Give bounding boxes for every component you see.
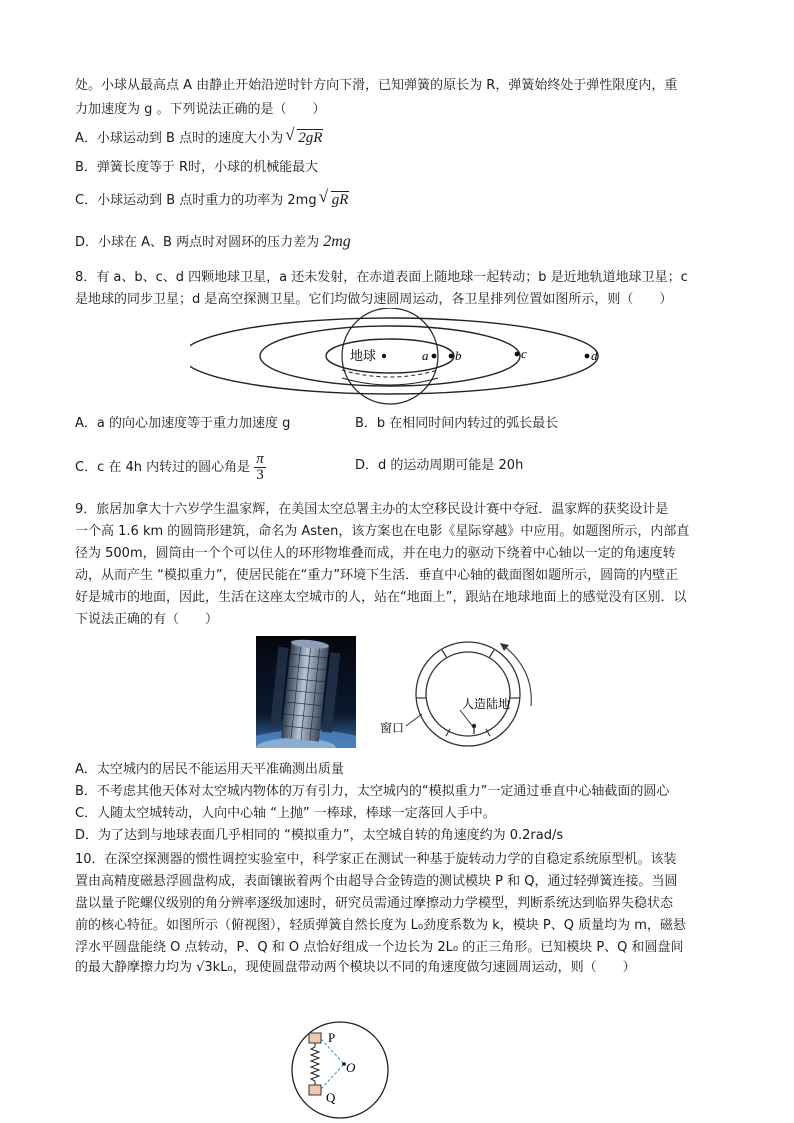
label-p: P [328, 1030, 336, 1045]
q7-option-c-sqrt [321, 190, 350, 210]
space-city-cross-section [376, 636, 556, 754]
q10-stem-line1: 10．在深空探测器的惯性调控实验室中，科学家正在测试一种基于旋转动力学的自稳定系统原型机。该装 [75, 852, 677, 867]
sat-c-dot [515, 352, 520, 357]
equator-line [342, 378, 438, 385]
rotating-disk-figure [288, 1018, 398, 1120]
q7-option-a-sqrt [287, 128, 323, 148]
sat-b-dot [449, 354, 454, 359]
sat-d-label: d [591, 348, 598, 363]
sat-a-label: a [422, 348, 429, 363]
q8-option-c [75, 452, 266, 483]
q9-stem-line1: 9．旅居加拿大十六岁学生温家辉，在美国太空总署主办的太空移民设计赛中夺冠．温家辉的获奖设计是 [75, 502, 669, 517]
q9-stem-line2: 一个高 1.6 km 的圆筒形建筑，命名为 Asten，该方案也在电影《星际穿越》中应用。如题图所示，内部直 [75, 524, 690, 539]
q7-option-a-math: 2gR [298, 130, 323, 146]
q9-option-a: A．太空城内的居民不能运用天平准确测出质量 [75, 762, 344, 777]
q7-option-b: B．弹簧长度等于 R时，小球的机械能最大 [75, 160, 319, 175]
sat-d-dot [585, 354, 590, 359]
label-o: O [346, 1060, 356, 1075]
spring [311, 1043, 319, 1085]
label-q: Q [326, 1090, 336, 1105]
earth-label: 地球 [350, 349, 377, 364]
sat-c-label: c [521, 346, 527, 361]
q7-option-c-text: C．小球运动到 B 点时重力的功率为 2mg [75, 193, 317, 208]
q8-option-d: D．d 的运动周期可能是 20h [355, 458, 524, 473]
sat-a-dot [432, 354, 437, 359]
q9-stem-line3: 径为 500m，圆筒由一个个可以住人的环形物堆叠而成，并在电力的驱动下绕着中心轴以一定的角速度转 [75, 546, 676, 561]
q8-stem-line2: 是地球的同步卫星；d 是高空探测卫星。它们均做匀速圆周运动，各卫星排列位置如图所示，则（ ） [75, 292, 673, 307]
q8-option-c-num: π [256, 451, 264, 467]
q10-stem-line3: 盘以量子陀螺仪级别的角分辨率逐级加速时，研究员需通过摩擦动力学模型，判断系统达到临界失稳状态 [75, 896, 674, 911]
disk-outline [292, 1022, 388, 1118]
q9-option-c: C．人随太空城转动，人向中心轴 “上抛” 一棒球，棒球一定落回人手中。 [75, 806, 496, 821]
q7-option-d [75, 232, 351, 253]
q7-option-d-math: 2mg [323, 233, 351, 250]
q8-option-a: A．a 的向心加速度等于重力加速度 g [75, 416, 291, 431]
q10-stem-line6: 的最大静摩擦力均为 √3kL₀，现使圆盘带动两个模块以不同的角速度做匀速圆周运动，则（ ） [75, 960, 636, 975]
q9-option-b: B．不考虑其他天体对太空城内物体的万有引力，太空城内的“模拟重力”一定通过垂直中心轴截面的圆心 [75, 784, 670, 799]
q7-option-a-text: A．小球运动到 B 点时的速度大小为 [75, 131, 284, 146]
q9-stem-line5: 好是城市的地面，因此，生活在这座太空城市的人，站在“地面上”，跟站在地球地面上的感觉没有区别．以 [75, 590, 687, 605]
artificial-ground-label: 人造陆地 [462, 697, 511, 711]
q7-stem-line2: 力加速度为 g 。下列说法正确的是（ ） [75, 102, 326, 117]
q9-stem-line6: 下说法正确的有（ ） [75, 612, 219, 627]
q7-option-c [75, 190, 349, 211]
q8-option-c-den: 3 [256, 467, 264, 483]
q7-option-c-math: gR [331, 192, 349, 208]
q7-option-a [75, 128, 323, 149]
module-p [309, 1033, 321, 1043]
q7-option-d-text: D．小球在 A、B 两点时对圆环的压力差为 [75, 235, 320, 250]
satellite-orbit-figure [190, 308, 630, 410]
q7-stem-line1: 处。小球从最高点 A 由静止开始沿逆时针方向下滑，已知弹簧的原长为 R，弹簧始终处于弹性限度内，重 [75, 78, 678, 93]
orbit-c [260, 326, 520, 386]
sat-b-label: b [455, 348, 462, 363]
space-city-photo [256, 636, 356, 748]
q9-stem-line4: 动，从而产生 “模拟重力”，使居民能在“重力”环境下生活．垂直中心轴的截面图如题所示，圆筒的内壁正 [75, 568, 679, 583]
line-qo [321, 1064, 344, 1089]
q9-option-d: D．为了达到与地球表面几乎相同的 “模拟重力”，太空城自转的角速度约为 0.2rad/s [75, 828, 564, 843]
q10-stem-line4: 前的核心特征。如图所示（俯视图），轻质弹簧自然长度为 L₀劲度系数为 k，模块 P、Q 质量均为 m，磁悬 [75, 918, 686, 933]
orbit-d [190, 318, 598, 394]
earth-center-dot [382, 354, 386, 358]
module-q [309, 1085, 321, 1095]
q10-stem-line5: 浮水平圆盘能绕 O 点转动，P、Q 和 O 点恰好组成一个边长为 2L₀ 的正三角形。已知模块 P、Q 和圆盘间 [75, 940, 684, 955]
q8-option-c-fraction [254, 452, 266, 483]
window-label: 窗口 [380, 721, 405, 735]
q8-option-c-text: C．c 在 4h 内转过的圆心角是 [75, 460, 251, 475]
q8-stem-line1: 8．有 a、b、c、d 四颗地球卫星，a 还未发射，在赤道表面上随地球一起转动；b 是近地轨道地球卫星；c [75, 270, 688, 285]
q10-stem-line2: 置由高精度磁悬浮圆盘构成，表面镶嵌着两个由超导合金铸造的测试模块 P 和 Q，通过轻弹簧连接。当圆 [75, 874, 678, 889]
q8-option-b: B．b 在相同时间内转过的弧长最长 [355, 416, 559, 431]
